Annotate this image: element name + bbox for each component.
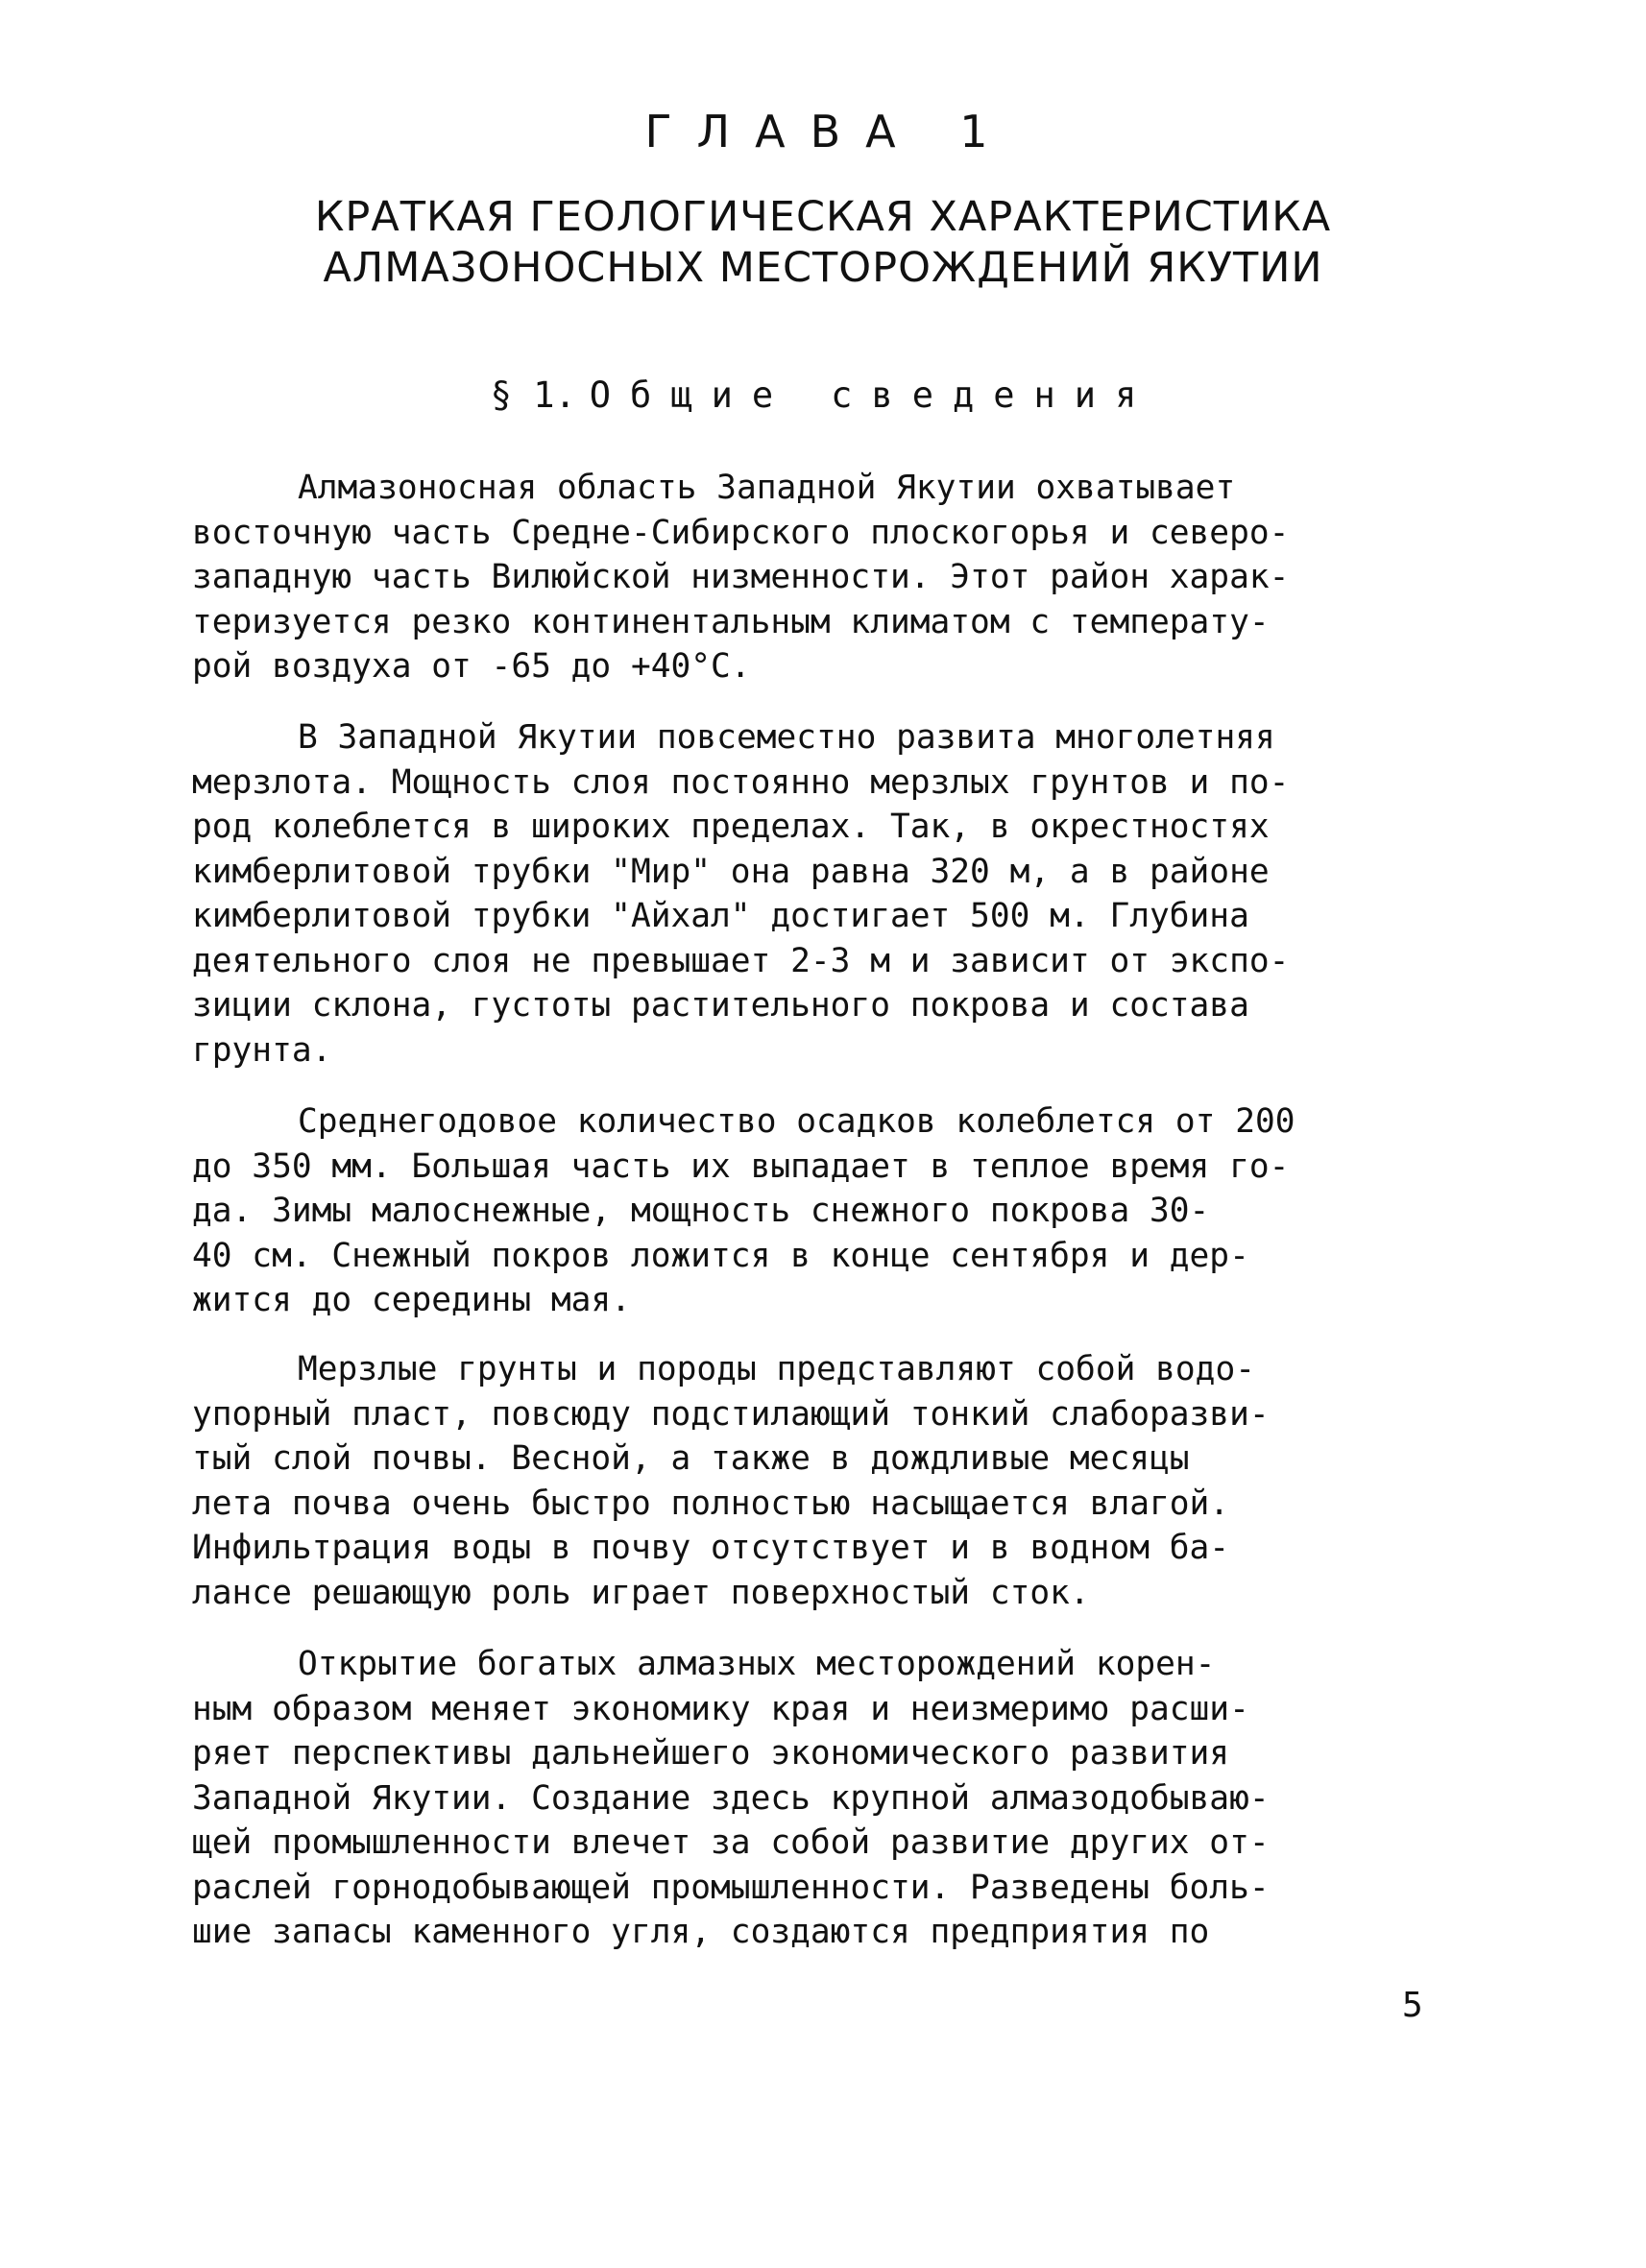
paragraph [192,1347,1469,1615]
paragraph-line: щей промышленности влечет за собой развитие других от- [192,1823,1270,1862]
section-heading [0,374,1646,416]
paragraph-line: Открытие богатых алмазных месторождений корен- [298,1645,1216,1683]
paragraph-line: жится до середины мая. [192,1281,631,1319]
paragraph-line: В Западной Якутии повсеместно развита многолетняя [298,718,1275,757]
paragraph-line: тый слой почвы. Весной, а также в дождливые месяцы [192,1439,1190,1478]
paragraph-line: Среднегодовое количество осадков колеблется от 200 [298,1102,1295,1141]
chapter-heading: ГЛАВА 1 [644,106,1013,157]
paragraph-line: Западной Якутии. Создание здесь крупной алмазодобываю- [192,1778,1270,1818]
paragraph-line: мерзлота. Мощность слоя постоянно мерзлых грунтов и по- [192,762,1290,802]
paragraph-line: зиции склона, густоты растительного покрова и состава [192,986,1249,1025]
paragraph-line: шие запасы каменного угля, создаются предприятия по [192,1913,1210,1951]
paragraph [192,1099,1469,1323]
paragraph-line: упорный пласт, повсюду подстилающий тонкий слаборазви- [192,1394,1270,1434]
section-word-1: Общие [589,374,793,416]
paragraph-line: грунта. [192,1030,332,1070]
paragraph-line: рой воздуха от -65 до +40°С. [192,647,751,686]
paragraph-line: 40 см. Снежный покров ложится в конце сентября и дер- [192,1236,1249,1275]
paragraph-line: ным образом меняет экономику края и неизмеримо расши- [192,1689,1249,1728]
chapter-title-line-2: АЛМАЗОНОСНЫХ МЕСТОРОЖДЕНИЙ ЯКУТИИ [323,244,1323,292]
page-number: 5 [1402,1986,1423,2025]
paragraph-line: ряет перспективы дальнейшего экономического развития [192,1734,1230,1773]
paragraph-line: род колеблется в широких пределах. Так, в окрестностях [192,808,1270,846]
paragraph-line: деятельного слоя не превышает 2-3 м и зависит от экспо- [192,941,1290,980]
paragraph-line: Инфильтрация воды в почву отсутствует и в водном ба- [192,1529,1230,1567]
chapter-title [0,192,1646,294]
paragraph-line: лета почва очень быстро полностью насыщается влагой. [192,1484,1230,1523]
paragraph-line: да. Зимы малоснежные, мощность снежного покрова 30- [192,1192,1210,1230]
paragraph [192,715,1469,1073]
paragraph-line: лансе решающую роль играет поверхностый сток. [192,1573,1090,1612]
paragraph-line: раслей горнодобывающей промышленности. Разведены боль- [192,1868,1270,1907]
paragraph-line: западную часть Вилюйской низменности. Этот район харак- [192,558,1290,596]
section-number: § 1. [490,374,576,416]
chapter-title-line-1: КРАТКАЯ ГЕОЛОГИЧЕСКАЯ ХАРАКТЕРИСТИКА [314,193,1332,241]
paragraph-line: восточную часть Средне-Сибирского плоскогорья и северо- [192,513,1290,552]
paragraph-line: кимберлитовой трубки "Мир" она равна 320 м, а в районе [192,852,1270,891]
paragraph-line: до 350 мм. Большая часть их выпадает в теплое время го- [192,1146,1290,1186]
paragraph-line: теризуется резко континентальным климатом с температу- [192,602,1270,641]
section-word-2: сведения [831,374,1156,416]
paragraph [192,466,1469,689]
paragraph-line: Мерзлые грунты и породы представляют собой водо- [298,1350,1255,1388]
paragraph-line: кимберлитовой трубки "Айхал" достигает 500 м. Глубина [192,897,1249,935]
paragraph-line: Алмазоносная область Западной Якутии охватывает [298,469,1236,507]
paragraph [192,1642,1469,1955]
